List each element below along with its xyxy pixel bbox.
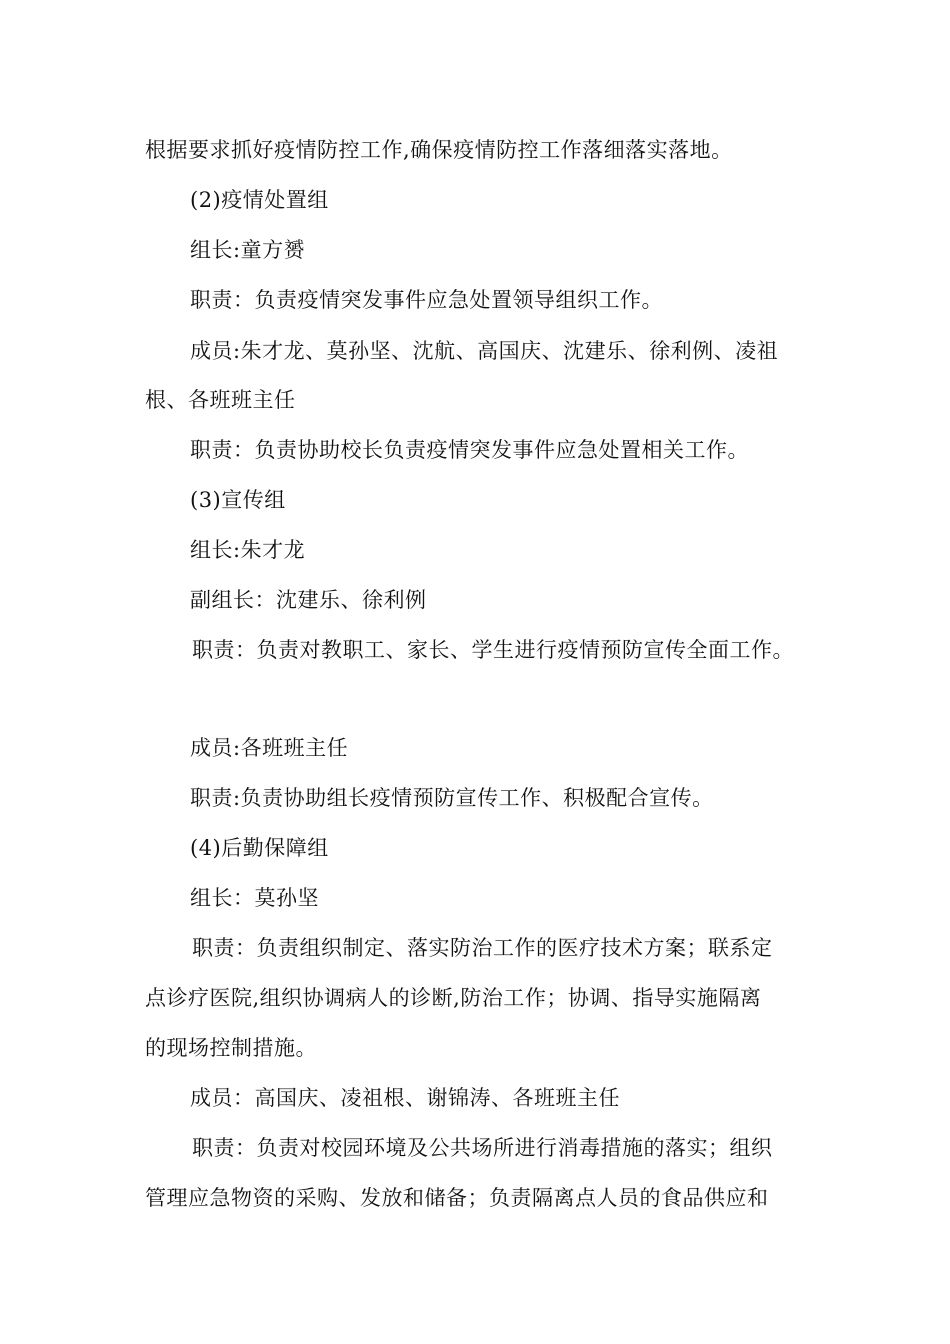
- paragraph-line: 组长：莫孙坚: [190, 886, 319, 910]
- paragraph-line: 成员:各班班主任: [190, 736, 349, 760]
- paragraph-line: 副组长：沈建乐、徐利例: [190, 588, 427, 612]
- paragraph-line: 职责：负责组织制定、落实防治工作的医疗技术方案；联系定: [192, 936, 773, 960]
- paragraph-line: 管理应急物资的采购、发放和储备；负责隔离点人员的食品供应和: [145, 1186, 769, 1210]
- paragraph-line: 职责：负责对校园环境及公共场所进行消毒措施的落实；组织: [192, 1136, 773, 1160]
- paragraph-line: 根、各班班主任: [145, 388, 296, 412]
- paragraph-line: 成员：高国庆、凌祖根、谢锦涛、各班班主任: [190, 1086, 620, 1110]
- section-heading: (2)疫情处置组: [190, 188, 329, 212]
- paragraph-line: 组长:朱才龙: [190, 538, 306, 562]
- section-heading: (4)后勤保障组: [190, 836, 329, 860]
- paragraph-line: 点诊疗医院,组织协调病人的诊断,防治工作；协调、指导实施隔离: [145, 986, 762, 1010]
- section-heading: (3)宣传组: [190, 488, 286, 512]
- paragraph-line: 职责：负责对教职工、家长、学生进行疫情预防宣传全面工作。: [192, 638, 794, 662]
- paragraph-line: 组长:童方赟: [190, 238, 306, 262]
- paragraph-line: 职责:负责协助组长疫情预防宣传工作、积极配合宣传。: [190, 786, 714, 810]
- paragraph-line: 职责：负责协助校长负责疫情突发事件应急处置相关工作。: [190, 438, 749, 462]
- paragraph-line: 的现场控制措施。: [145, 1036, 317, 1060]
- paragraph-line: 成员:朱才龙、莫孙坚、沈航、高国庆、沈建乐、徐利例、凌祖: [190, 339, 779, 363]
- paragraph-line: 职责：负责疫情突发事件应急处置领导组织工作。: [190, 288, 663, 312]
- paragraph-line: 根据要求抓好疫情防控工作,确保疫情防控工作落细落实落地。: [145, 138, 733, 162]
